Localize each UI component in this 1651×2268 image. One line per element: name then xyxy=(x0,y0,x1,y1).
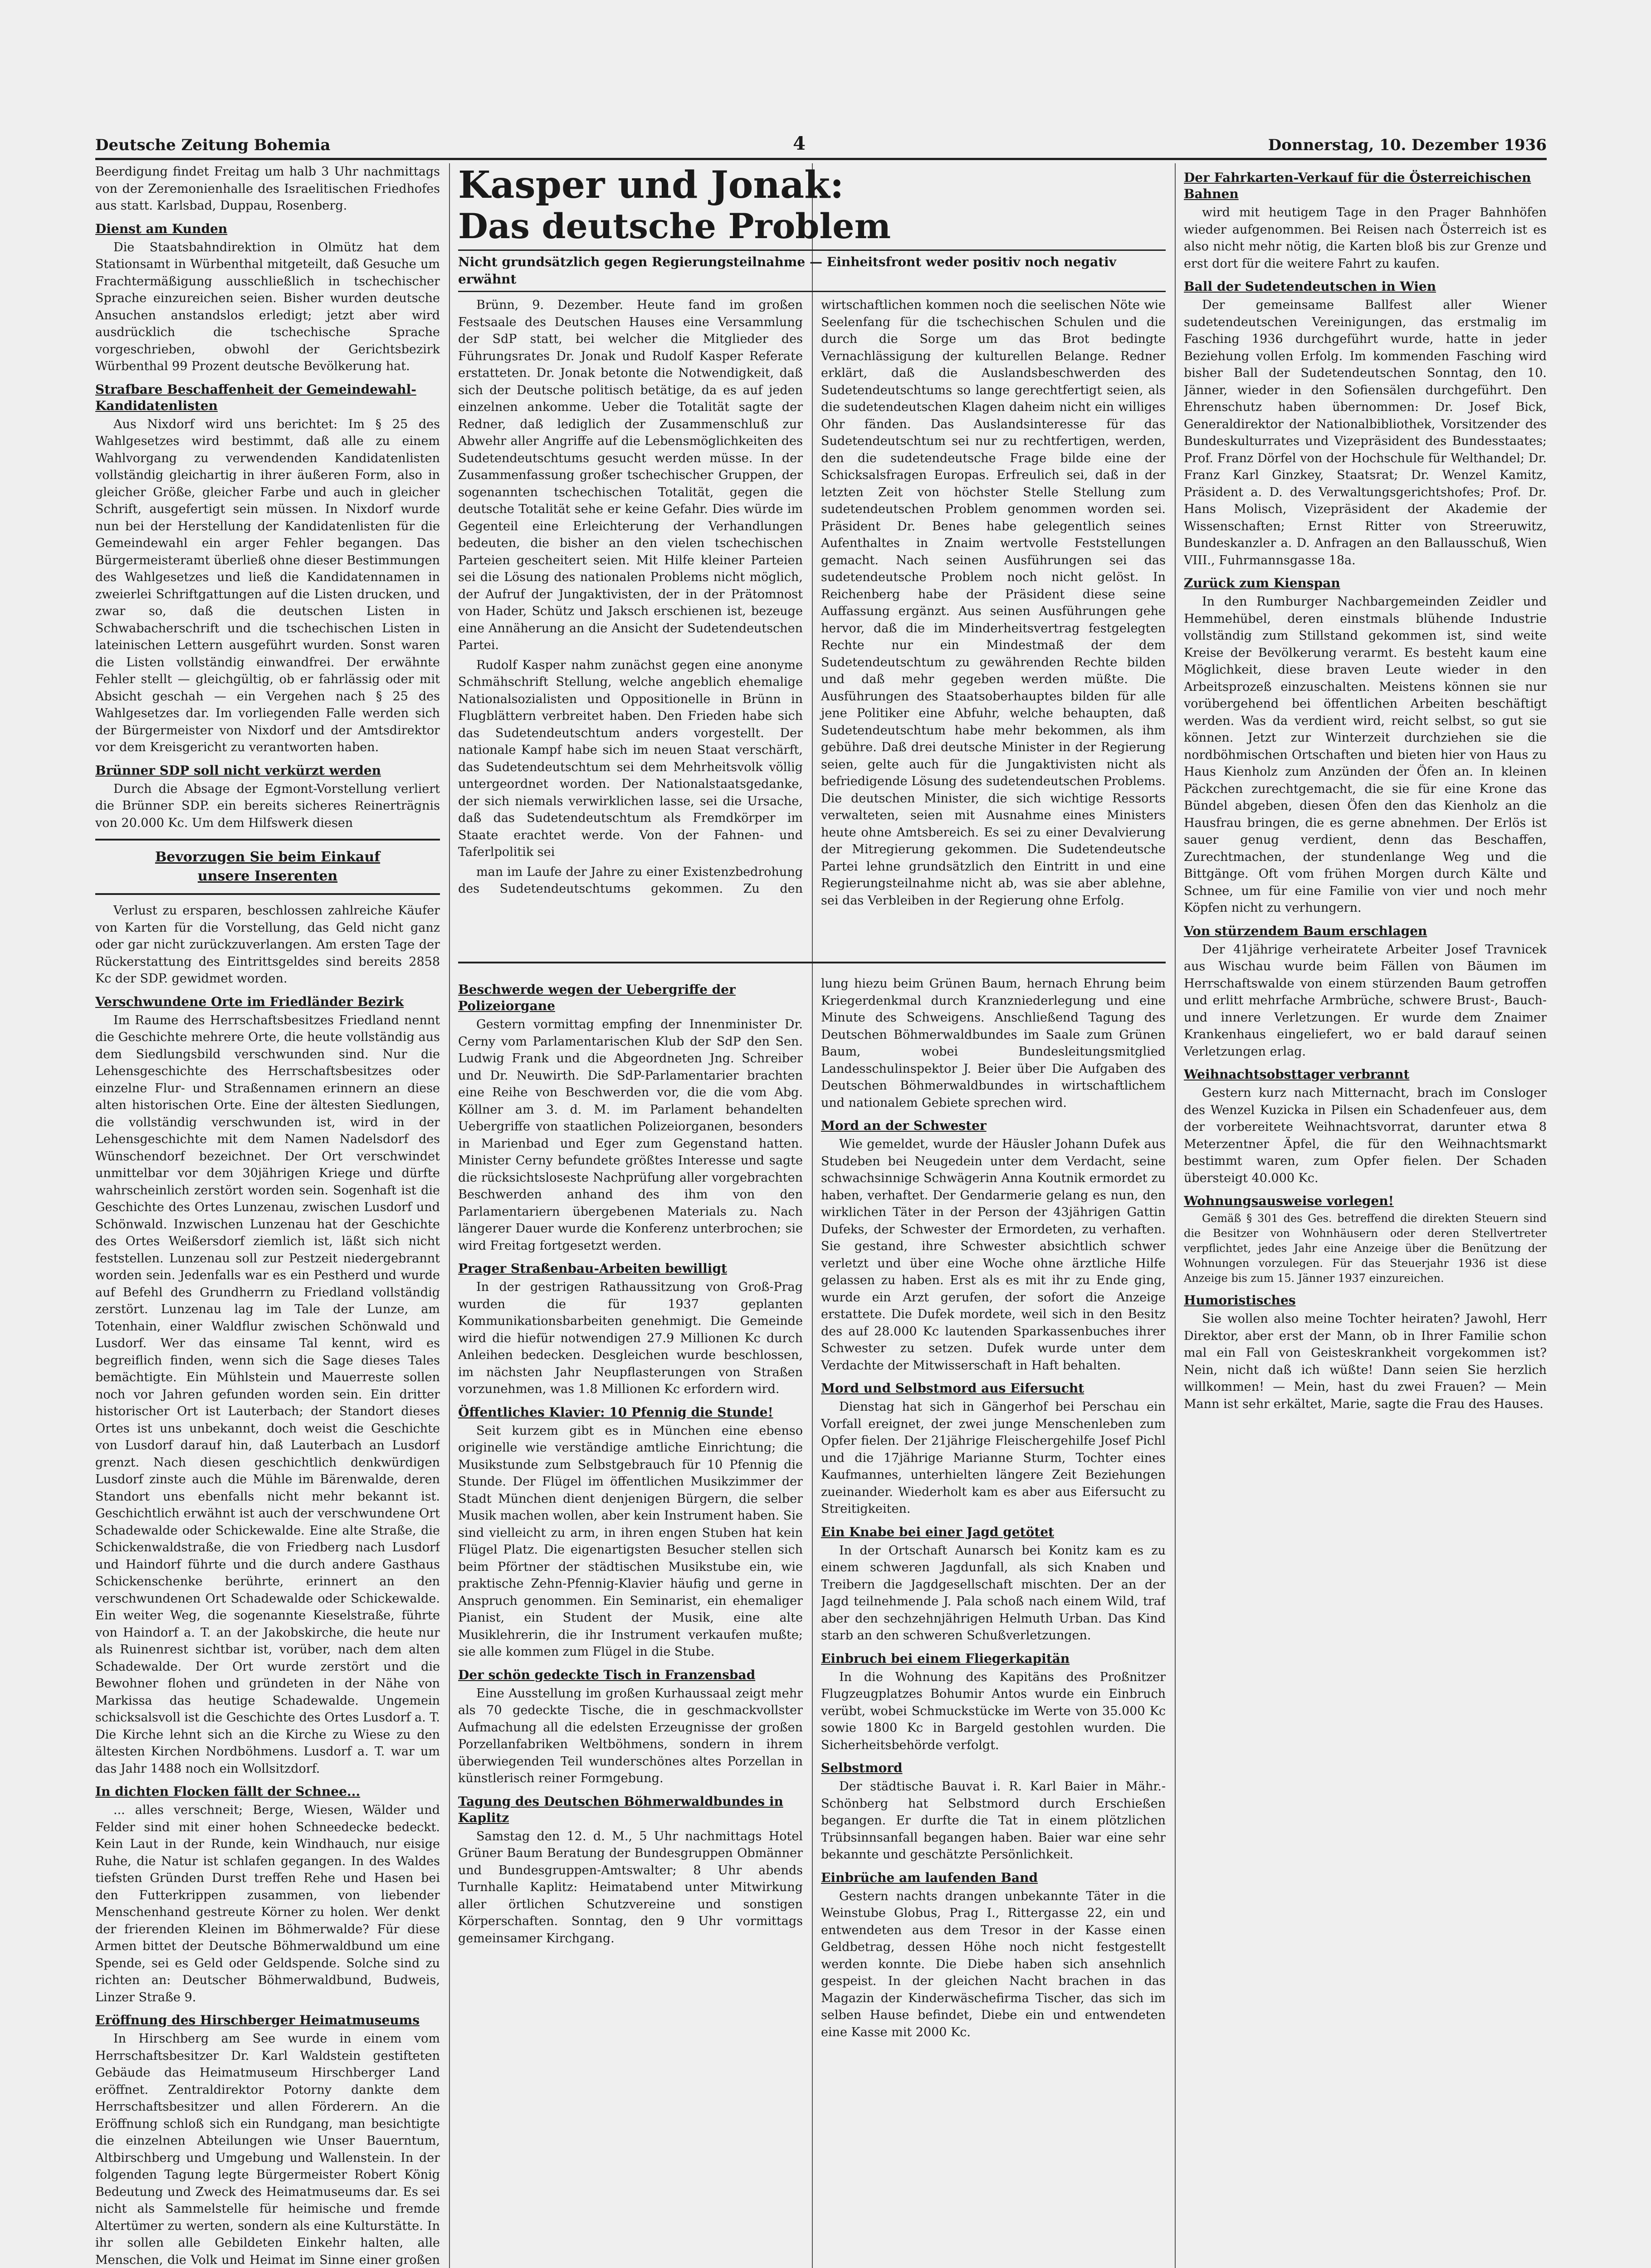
column-1 xyxy=(95,163,440,2268)
article-text: man im Laufe der Jahre zu einer Existenzbedrohung des Sudetendeutschtums gekommen. Zu den wirtschaftlichen kommen noch die seelischen Nöte wie Seelenfang für die tschechischen Schulen und die durch die Sorge um das Brot bedingte Vernachlässigung der kulturellen Belange. Redner erklärt, daß die Auslandsbeschwerden des Sudetendeutschtums so lange gerechtfertigt seien, als die sudetendeutschen Klagen daheim nicht ein williges Ohr fänden. Das Auslandsinteresse für das Sudetendeutschtum sei nur zu rechtfertigen, werden, den die sudetendeutsche Frage bilde eine der Schicksalsfragen Europas. Erfreulich sei, daß in der letzten Zeit von höchster Stelle Stellung zum sudetendeutschen Problem genommen worden sei. Präsident Dr. Benes habe gelegentlich seines Aufenthaltes in Znaim wertvolle Feststellungen gemacht. Nach seinen Ausführungen sei das sudetendeutsche Problem noch nicht gelöst. In Reichenberg habe der Präsident diese seine Auffassung ergänzt. Aus seinen Ausführungen gehe hervor, daß die im Minderheitsvertrag festgelegten Rechte nur ein Mindestmaß der dem Sudetendeutschtum zu gewährenden Rechte bilden und daß mehr gegeben werden müßte. Die Ausführungen des Staatsoberhauptes bilden für alle jene Politiker eine Abfuhr, welche behaupten, daß Sudetendeutschtum habe mehr bekommen, als ihm gebühre. Daß drei deutsche Minister in der Regierung seien, gelte auch für die Jungaktivisten nicht als befriedigende Lösung des sudetendeutschen Problems. Die deutschen Minister, die sich wichtige Ressorts verwalteten, seien mit Ausnahme eines Ministers heute ohne Amtsbereich. Es sei zu einer Devalvierung der Mitregierung gekommen. Die Sudetendeutsche Partei lehne grundsätzlich den Eintritt in und eine Regierungsteilnahme nicht ab, was sie aber ablehne, sei das Verbleiben in der Regierung ohne Erfolg. xyxy=(458,298,1166,908)
article-headline: Ball der Sudetendeutschen in Wien xyxy=(1184,279,1436,294)
article-text: Gestern kurz nach Mitternacht, brach im Consloger des Wenzel Kuzicka in Pilsen ein Schadenfeuer aus, dem der vorbereitete Weihnachtsvorrat, darunter etwa 8 Meterzentner Äpfel, die für den Weihnachtsmarkt bestimmt waren, zum Opfer fielen. Der Schaden übersteigt 40.000 Kc. xyxy=(1184,1086,1547,1185)
paper-name: Deutsche Zeitung Bohemia xyxy=(95,136,331,154)
column-4 xyxy=(1184,163,1547,2268)
article-text: In den Rumburger Nachbargemeinden Zeidler und Hemmehübel, deren einstmals blühende Industrie vollständig zum Stillstand gekommen ist, sind weite Kreise der Bevölkerung verarmt. Es besteht kaum eine Möglichkeit, diese braven Leute wieder in den Arbeitsprozeß einzuschalten. Meistens können sie nur vorübergehend bei öffentlichen Arbeiten beschäftigt werden. Was da verdient wird, reicht selbst, so gut sie können. Jetzt zur Winterzeit durchziehen sie die nordböhmischen Ortschaften und bieten hier von Haus zu Haus Kienholz zum Anzünden der Öfen an. In kleinen Päckchen zurechtgemacht, die sie für eine Krone das Bündel abgeben, diesen Öfen den das Kienholz an die Hausfrau bringen, die es gerne abnehmen. Der Erlös ist sauer genug verdient, denn das Beschaffen, Zurechtmachen, der stundenlange Weg und die Bittgänge. Oft vom frühen Morgen durch Kälte und Schnee, um für eine Familie von vier und noch mehr Köpfen nicht zu verhungern. xyxy=(1184,595,1547,915)
columns-area xyxy=(95,163,1547,2268)
ad-notice-box xyxy=(95,839,440,895)
lead-article-title: Kasper und Jonak: xyxy=(458,163,844,207)
article-headline: Einbruch bei einem Fliegerkapitän xyxy=(821,1651,1070,1666)
article-text: Seit kurzem gibt es in München eine ebenso originelle wie verständige amtliche Einrichtung; die Musikstunde zum Selbstgebrauch für 10 Pfennig die Stunde. Der Flügel im öffentlichen Musikzimmer der Stadt München dient denjenigen Bürgern, die selber Musik machen wollen, aber kein Instrument haben. Sie sind vielleicht zu arm, in ihren engen Stuben hat kein Flügel Platz. Die eigenartigsten Besucher stellen sich beim Pförtner der städtischen Musikstube ein, wie praktische Zehn-Pfennig-Klavier häufig und gerne in Anspruch genommen. Ein Seminarist, ein ehemaliger Pianist, ein Student der Musik, eine alte Musiklehrerin, die ihr Instrument verkaufen mußte; sie alle kommen zum Flügel in die Stube. xyxy=(458,1423,803,1659)
column-rule xyxy=(1175,163,1176,2268)
lead-article-deck: Nicht grundsätzlich gegen Regierungsteilnahme — Einheitsfront weder positiv noch negativ erwähnt xyxy=(458,249,1166,292)
article-headline: Zurück zum Kienspan xyxy=(1184,576,1340,591)
article-text: Der 41jährige verheiratete Arbeiter Josef Travnicek aus Wischau wurde beim Fällen von Bäumen im Herrschaftswalde von einem stürzenden Baum getroffen und erlitt mehrfache Armbrüche, schwere Brust-, Bauch- und innere Verletzungen. Er wurde dem Znaimer Krankenhaus eingeliefert, wo er bald darauf seinen Verletzungen erlag. xyxy=(1184,942,1547,1059)
issue-date: Donnerstag, 10. Dezember 1936 xyxy=(1268,136,1547,154)
article-text: In die Wohnung des Kapitäns des Proßnitzer Flugzeugplatzes Bohumir Antos wurde ein Einbruch verübt, wobei Schmuckstücke im Werte von 35.000 Kc sowie 1800 Kc in Bargeld gestohlen wurden. Die Sicherheitsbehörde verfolgt. xyxy=(821,1670,1166,1752)
article-text: Gestern vormittag empfing der Innenminister Dr. Cerny vom Parlamentarischen Klub der SdP den Sen. Ludwig Frank und die Abgeordneten Jng. Schreiber und Dr. Neuwirth. Die SdP-Parlamentarier brachten eine Reihe von Beschwerden vor, die die vom Abg. Köllner am 3. d. M. im Parlament behandelten Uebergriffe von staatlichen Polizeiorganen, besonders in Marienbad und Eger zum Gegenstand hatten. Minister Cerny befundete größtes Interesse und sagte die rücksichtsloseste Nachprüfung aller vorgebrachten Beschwerden anhand des ihm von den Parlamentariern übergebenen Materials zu. Nach längerer Dauer wurde die Konferenz unterbrochen; sie wird Freitag fortgesetzt werden. xyxy=(458,1017,803,1253)
article-headline: Ein Knabe bei einer Jagd getötet xyxy=(821,1524,1054,1540)
article-headline: Von stürzendem Baum erschlagen xyxy=(1184,923,1427,938)
column-rule xyxy=(449,163,450,2268)
article-headline: Mord und Selbstmord aus Eifersucht xyxy=(821,1381,1084,1396)
article-text: Verlust zu ersparen, beschlossen zahlreiche Käufer von Karten für die Vorstellung, das Geld nicht ganz oder gar nicht zurückzuverlangen. Am ersten Tage der Rückerstattung des Eintrittsgeldes sind bereits 2858 Kc der SDP. gewidmet worden. xyxy=(95,904,440,986)
article-headline: In dichten Flocken fällt der Schnee... xyxy=(95,1784,361,1799)
article-text: Der gemeinsame Ballfest aller Wiener sudetendeutschen Vereinigungen, das erstmalig im Fasching 1936 durchgeführt wurde, hatte in jeder Beziehung vollen Erfolg. Im kommenden Fasching wird bisher Ball der Sudetendeutschen Sonntag, den 10. Jänner, wieder in den Sofiensälen durchgeführt. Den Ehrenschutz haben übernommen: Dr. Josef Bick, Generaldirektor der Nationalbibliothek, Vorsitzender des Bundeskulturrates und Vizepräsident des Bundesstaates; Prof. Franz Dörfel von der Hochschule für Welthandel; Dr. Franz Karl Ginzkey, Staatsrat; Dr. Wenzel Kamitz, Präsident a. D. des Verwaltungsgerichtshofes; Prof. Dr. Hans Molisch, Vizepräsident der Akademie der Wissenschaften; Ernst Ritter von Streeruwitz, Bundeskanzler a. D. Anfragen an den Ballausschuß, Wien VIII., Fuhrmannsgasse 18a. xyxy=(1184,298,1547,567)
article-text: Die Staatsbahndirektion in Olmütz hat dem Stationsamt in Würbenthal mitgeteilt, daß Gesuche um Frachtermäßigung ausschließlich in tschechischer Sprache einzureichen seien. Bisher wurden deutsche Ansuchen anstandslos erledigt; jetzt aber wird ausdrücklich die tschechische Sprache vorgeschrieben, obwohl der Gerichtsbezirk Würbenthal 99 Prozent deutsche Bevölkerung hat. xyxy=(95,240,440,373)
article-text: Der städtische Bauvat i. R. Karl Baier in Mähr.-Schönberg hat Selbstmord durch Erschießen begangen. Er durfte die Tat in einem plötzlichen Trübsinnsanfall begangen haben. Baier war eine sehr bekannte und geschätzte Persönlichkeit. xyxy=(821,1779,1166,1862)
article-text: Brünn, 9. Dezember. Heute fand im großen Festsaale des Deutschen Hauses eine Versammlung der SdP statt, bei welcher die Mitglieder des Führungsrates Dr. Jonak und Rudolf Kasper Referate erstatteten. Dr. Jonak betonte die Notwendigkeit, daß sich der Deutsche politisch betätige, da es auf jeden einzelnen ankomme. Ueber die Totalität sagte der Redner, daß lediglich der Zusammenschluß zur Abwehr aller Angriffe auf die Lebensmöglichkeiten des Sudetendeutschtums gesucht werden müsse. In der Zusammenfassung großer tschechischer Gruppen, der sogenannten tschechischen Totalität, gegen die deutsche Totalität sehe er keine Gefahr. Dies würde im Gegenteil eine Erleichterung der Verhandlungen bedeuten, die bisher an den vielen tschechischen Parteien gescheitert seien. Mit Hilfe kleiner Parteien sei die Lösung des nationalen Problems nicht möglich, der Aufruf der Jungaktivisten, der in der Prätomnost von Hader, Schütz und Jaksch erschienen ist, bezeuge eine Annäherung an die Ansicht der Sudetendeutschen Partei. xyxy=(458,298,803,652)
article-text: Sie wollen also meine Tochter heiraten? Jawohl, Herr Direktor, aber erst der Mann, ob in Ihrer Familie schon mal ein Fall von Geisteskrankheit vorgekommen ist? Nein, nicht daß ich wüßte! Dann seien Sie herzlich willkommen! — Mein, hast du zwei Frauen? — Mein Mann ist sehr erkältet, Marie, sagte die Frau des Hauses. xyxy=(1184,1312,1547,1411)
article-headline: Prager Straßenbau-Arbeiten bewilligt xyxy=(458,1261,727,1276)
article-text: Durch die Absage der Egmont-Vorstellung verliert die Brünner SDP. ein bereits sicheres Reinerträgnis von 20.000 Kc. Um dem Hilfswerk diesen xyxy=(95,782,440,830)
article-text: Samstag den 12. d. M., 5 Uhr nachmittags Hotel Grüner Baum Beratung der Bundesgruppen Obmänner und Bundesgruppen-Amtswalter; 8 Uhr abends Turnhalle Kaplitz: Heimatabend unter Mitwirkung aller örtlichen Schutzvereine und sonstigen Körperschaften. Sonntag, den 9 Uhr vormittags gemeinsamer Kirchgang. xyxy=(458,1829,803,1945)
article-text: Eine Ausstellung im großen Kurhaussaal zeigt mehr als 70 gedeckte Tische, die in geschmackvollster Aufmachung all die edelsten Erzeugnisse der großen Porzellanfabriken Weltböhmens, sondern in ihrem überwiegenden Teil wunderschönes altes Porzellan in künstlerisch reiner Formgebung. xyxy=(458,1686,803,1785)
article-headline: Selbstmord xyxy=(821,1760,903,1775)
article-headline: Beschwerde wegen der Uebergriffe der Polizeiorgane xyxy=(458,982,736,1013)
article-text: In der Ortschaft Aunarsch bei Konitz kam es zu einem schweren Jagdunfall, als sich Knaben und Treibern die Jagdgesellschaft mischten. Der an der Jagd teilnehmende J. Pala schoß nach einem Wild, traf aber den sechzehnjährigen Helmuth Urban. Das Kind starb an den schweren Schußverletzungen. xyxy=(821,1543,1166,1642)
article-text: Aus Nixdorf wird uns berichtet: Im § 25 des Wahlgesetzes wird bestimmt, daß alle zu einem Wahlvorgang zu verwendenden Kandidatenlisten vollständig gleichartig in ihrer äußeren Form, also in gleicher Größe, gleicher Farbe und auch in gleicher Schrift, ausgefertigt sein müssen. In Nixdorf wurde nun bei der Herstellung der Kandidatenlisten für die Gemeindewahl ein arger Fehler begangen. Das Bürgermeisteramt überließ ohne dieser Bestimmungen des Wahlgesetzes und ließ die Kandidatennamen in zweierlei Schriftgattungen auf die Listen drucken, und zwar so, daß die deutschen Listen in Schwabacherschrift und die tschechischen Listen in lateinischen Lettern ausgeführt wurden. Sonst waren die Listen vollständig einwandfrei. Der erwähnte Fehler stellt — gleichgültig, ob er fahrlässig oder mit Absicht geschah — ein Vergehen nach § 25 des Wahlgesetzes dar. Im vorliegenden Falle werden sich der Bürgermeister von Nixdorf und der Amtsdirektor vor dem Kreisgericht zu verantworten haben. xyxy=(95,417,440,754)
article-headline: Der schön gedeckte Tisch in Franzensbad xyxy=(458,1667,756,1682)
article-headline: Verschwundene Orte im Friedländer Bezirk xyxy=(95,994,404,1009)
article-headline: Einbrüche am laufenden Band xyxy=(821,1870,1038,1885)
article-text: Dienstag hat sich in Gängerhof bei Perschau ein Vorfall ereignet, der zwei junge Menschenleben zum Opfer fielen. Der 21jährige Fleischergehilfe Josef Pichl und die 17jährige Marianne Sturm, Tochter eines Kaufmannes, unterhielten längere Zeit Beziehungen zueinander. Wiederholt kam es aber aus Eifersucht zu Streitigkeiten. xyxy=(821,1400,1166,1516)
page-number: 4 xyxy=(793,133,806,154)
column-3 xyxy=(821,975,1166,2268)
article-headline: Strafbare Beschaffenheit der Gemeindewahl-Kandidatenlisten xyxy=(95,381,416,413)
article-headline: Mord an der Schwester xyxy=(821,1118,987,1133)
article-headline: Weihnachtsobsttager verbrannt xyxy=(1184,1067,1410,1082)
article-headline: Öffentliches Klavier: 10 Pfennig die Stunde! xyxy=(458,1404,773,1420)
article-text: Wie gemeldet, wurde der Häusler Johann Dufek aus Studeben bei Neugedein unter dem Verdacht, seine schwachsinnige Schwägerin Anna Koutnik ermordet zu haben, verhaftet. Der Gendarmerie gelang es nun, den wirklichen Täter in der Person der 43jährigen Gattin Dufeks, der Schwester der Ermordeten, zu verhaften. Sie gestand, ihre Schwester absichtlich schwer verletzt und über eine Woche ohne ärztliche Hilfe gelassen zu haben. Erst als es mit ihr zu Ende ging, wurde ein Arzt gerufen, der sofort die Anzeige erstattete. Die Dufek mordete, weil sich in den Besitz des auf 28.000 Kc lautenden Sparkassenbuches ihrer Schwester zu setzen. Dufek wurde unter dem Verdachte der Mitwisserschaft in Haft behalten. xyxy=(821,1137,1166,1373)
article-headline: Brünner SDP soll nicht verkürzt werden xyxy=(95,763,381,778)
article-text: In Hirschberg am See wurde in einem vom Herrschaftsbesitzer Dr. Karl Waldstein gestifteten Gebäude das Heimatmuseum Hirschberger Land eröffnet. Zentraldirektor Potorny dankte dem Herrschaftsbesitzer und allen Förderern. An die Eröffnung schloß sich ein Rundgang, man besichtigte die einzelnen Abteilungen wie Unser Bauerntum, Altbirschberg und Umgebung und Wallenstein. In der folgenden Tagung legte Bürgermeister Robert König Bedeutung und Zweck des Heimatmuseums dar. Es sei nicht als Sammelstelle für heimische und fremde Altertümer zu werten, sondern als eine Kulturstätte. In ihr sollen alle Gebildeten Einkehr halten, alle Menschen, die Volk und Heimat im Sinne einer großen xyxy=(95,2032,440,2267)
column-2 xyxy=(458,975,803,2268)
lead-article-body xyxy=(458,297,1166,909)
article-text: lung hiezu beim Grünen Baum, hernach Ehrung beim Kriegerdenkmal durch Kranzniederlegung und eine Minute des Schweigens. Anschließend Tagung des Deutschen Böhmerwaldbundes im Saale zum Grünen Baum, wobei Bundesleitungsmitglied Landesschulinspektor J. Beier über Die Aufgaben des Deutschen Böhmerwaldbundes in wirtschaftlichem und nationalem Gebiete sprechen wird. xyxy=(821,977,1166,1110)
article-text: Im Raume des Herrschaftsbesitzes Friedland nennt die Geschichte mehrere Orte, die heute vollständig aus dem Siedlungsbild verschwunden sind. Nur die Lehensgeschichte des Herrschaftsbesitzes oder einzelne Flur- und Straßennamen erinnern an diese alten historischen Orte. Eine der ältesten Siedlungen, die vollständig verschwunden ist, wird in der Lehensgeschichte mit dem Namen Nadelsdorf des Wünschendorf bezeichnet. Der Ort verschwindet unmittelbar vor dem 30jährigen Kriege und dürfte wahrscheinlich zerstört worden sein. Sogenhaft ist die Geschichte des Ortes Lunzenau, zwischen Lusdorf und Schönwald. Inzwischen Lunzenau hat der Geschichte des Ortes Weißersdorf ziemlich ist, läßt sich nicht feststellen. Lunzenau soll zur Pestzeit niedergebrannt worden sein. Jedenfalls war es ein Pestherd und wurde auf Befehl des Grundherrn zu Friedland vollständig zerstört. Lunzenau lag im Tale der Lunze, am Totenhain, einer Waldflur zwischen Schönwald und Lusdorf. Wer das einsame Tal kennt, wird es begreiflich finden, wenn sich die Sage dieses Tales bemächtigte. Ein Mühlstein und Mauerreste sollen noch vor Jahren gefunden worden sein. Ein dritter historischer Ort ist Lauterbach; der Standort dieses Ortes ist uns unbekannt, doch weist die Geschichte von Lusdorf darauf hin, daß Lauterbach an Lusdorf grenzt. Nach diesen geschichtlich denkwürdigen Lusdorf zinste auch die Mühle im Bärenwalde, deren Standort uns ebenfalls nicht mehr bekannt ist. Geschichtlich erwähnt ist auch der verschwundene Ort Schadewalde oder Schickewalde. Eine alte Straße, die Schickenwaldstraße, die von Friedberg nach Lusdorf und Haindorf führte und die durch andere Gasthaus Schickenschenke berührte, erinnert an den verschwundenen Ort Schadewalde oder Schickewalde. Ein weiter Weg, die sogenannte Kieselstraße, führte von Haindorf a. T. an der Jakobskirche, die heute nur als Ruinenrest sichtbar ist, vorüber, nach dem alten Schadewalde. Der Ort wurde zerstört und die Bewohner flohen und gründeten in der Nähe von Markissa das heutige Schadewalde. Ungemein schicksalsvoll ist die Geschichte des Ortes Lusdorf a. T. Die Kirche lehnt sich an die Kirche zu Wiese zu den ältesten Kirchen Nordböhmens. Lusdorf a. T. war um das Jahr 1488 noch ein Wollsitzdorf. xyxy=(95,1013,440,1776)
ad-notice-line1: Bevorzugen Sie beim Einkauf xyxy=(155,849,381,865)
page-header xyxy=(95,122,1547,160)
ad-notice-line2: unsere Inserenten xyxy=(197,868,338,884)
article-headline: Dienst am Kunden xyxy=(95,221,228,236)
article-text: ... alles verschneit; Berge, Wiesen, Wälder und Felder sind mit einer hohen Schneedecke bedeckt. Kein Laut in der Runde, kein Windhauch, nur eisige Ruhe, die Natur ist schlafen gegangen. In des Waldes tiefsten Gründen Durst treffen Rehe und Hasen bei den Futterkrippen zusammen, von liebender Menschenhand gestreute Körner zu holen. Wer denkt der frierenden Kleinen im Böhmerwalde? Für diese Armen bittet der Deutsche Böhmerwaldbund um eine Spende, sei es Geld oder Geldspende. Solche sind zu richten an: Deutscher Böhmerwaldbund, Budweis, Linzer Straße 9. xyxy=(95,1803,440,2004)
article-headline: Eröffnung des Hirschberger Heimatmuseums xyxy=(95,2013,420,2028)
article-text: Gemäß § 301 des Ges. betreffend die direkten Steuern sind die Besitzer von Wohnhäusern oder deren Stellvertreter verpflichtet, jedes Jahr eine Anzeige über die Benützung der Wohnungen vorzulegen. Für das Steuerjahr 1936 ist diese Anzeige bis zum 15. Jänner 1937 einzureichen. xyxy=(1184,1212,1547,1285)
article-headline: Humoristisches xyxy=(1184,1293,1296,1308)
lead-article-subtitle: Das deutsche Problem xyxy=(458,206,891,246)
article-text: In der gestrigen Rathaussitzung von Groß-Prag wurden die für 1937 geplanten Kommunikationsbarbeiten genehmigt. Die Gemeinde wird die hiefür notwendigen 27.9 Millionen Kc durch Anleihen bedecken. Desgleichen wurde beschlossen, im nächsten Jahr Neupflasterungen von Straßen vorzunehmen, was 1.8 Millionen Kc erfordern wird. xyxy=(458,1280,803,1396)
article-text: Gestern nachts drangen unbekannte Täter in die Weinstube Globus, Prag I., Rittergasse 22, ein und entwendeten aus dem Tresor in der Kasse einen Geldbetrag, dessen Höhe noch nicht festgestellt werden konnte. Die Diebe haben sich ansehnlich gespeist. In der gleichen Nacht brachen in das Magazin der Kinderwäschefirma Tischer, das sich im selben Hause befindet, Diebe ein und entwendeten eine Kasse mit 2000 Kc. xyxy=(821,1889,1166,2039)
article-text: Rudolf Kasper nahm zunächst gegen eine anonyme Schmähschrift Stellung, welche angeblich ehemalige Nationalsozialisten und Oppositionelle in Brünn in Flugblättern verbreitet haben. Den Frieden habe sich das Sudetendeutschtum anders vorgestellt. Der nationale Kampf habe sich im neuen Staat verschärft, das Sudetendeutschtum sei dem Mehrheitsvolk völlig untergeordnet worden. Der Nationalstaatsgedanke, der sich niemals verwirklichen lasse, sei die Ursache, daß das Sudetendeutschtum als Fremdkörper im Staate erachtet werde. Von der Fahnen- und Taferlpolitik sei xyxy=(458,658,803,859)
article-headline: Tagung des Deutschen Böhmerwaldbundes in Kaplitz xyxy=(458,1794,783,1825)
article-headline: Der Fahrkarten-Verkauf für die Österreichischen Bahnen xyxy=(1184,170,1531,201)
article-headline: Wohnungsausweise vorlegen! xyxy=(1184,1193,1394,1208)
article-text: wird mit heutigem Tage in den Prager Bahnhöfen wieder aufgenommen. Bei Reisen nach Österreich ist es also nicht mehr nötig, die Karten bloß bis zur Grenze und erst dort für die weitere Fahrt zu kaufen. xyxy=(1184,205,1547,271)
article-text: Beerdigung findet Freitag um halb 3 Uhr nachmittags von der Zeremonienhalle des Israelitischen Friedhofes aus statt. Karlsbad, Duppau, Rosenberg. xyxy=(95,165,440,213)
lead-article xyxy=(458,163,1166,963)
